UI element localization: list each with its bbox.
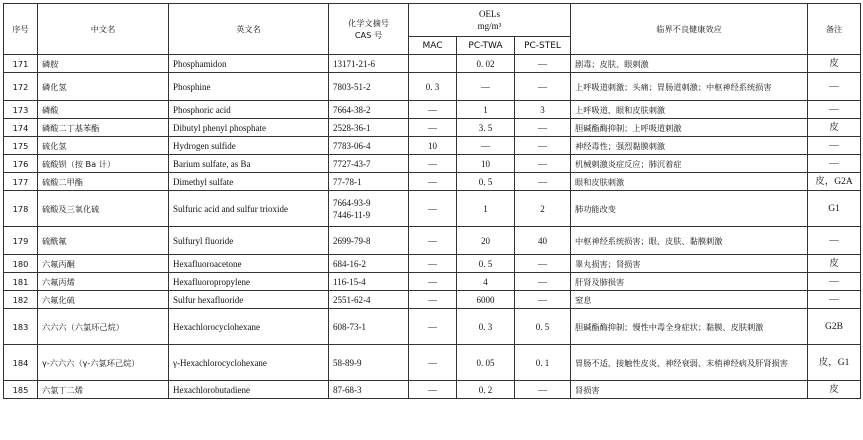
cell-pc-stel: 0. 5 xyxy=(515,309,571,345)
cell-no: 180 xyxy=(4,255,38,273)
cell-pc-twa: 0. 3 xyxy=(457,309,515,345)
header-oels-line1: OELs xyxy=(479,9,501,19)
cas-number: 684-16-2 xyxy=(333,258,366,269)
cell-note: 皮 xyxy=(808,119,861,137)
cell-pc-twa: 0. 5 xyxy=(457,255,515,273)
cell-chinese-name: 六氟化硫 xyxy=(38,291,169,309)
cell-health-effect: 上呼吸道、眼和皮肤刺激 xyxy=(571,101,808,119)
cell-no: 174 xyxy=(4,119,38,137)
cell-mac: 10 xyxy=(409,137,457,155)
cell-no: 182 xyxy=(4,291,38,309)
cell-health-effect: 胆碱酯酶抑制；上呼吸道刺激 xyxy=(571,119,808,137)
cell-chinese-name: 磷酸二丁基苯酯 xyxy=(38,119,169,137)
table-row xyxy=(4,101,861,119)
header-english-name: 英文名 xyxy=(169,4,329,55)
cell-note: G1 xyxy=(808,191,861,227)
table-row xyxy=(4,381,861,399)
cas-number: 2551-62-4 xyxy=(333,294,371,305)
cell-pc-twa: 20 xyxy=(457,227,515,255)
cell-pc-stel: — xyxy=(515,155,571,173)
cell-note: 皮 xyxy=(808,55,861,73)
table-body xyxy=(4,55,861,399)
table-row xyxy=(4,173,861,191)
header-note: 备注 xyxy=(808,4,861,55)
cell-cas xyxy=(329,55,409,73)
header-cas-line1: 化学文摘号 xyxy=(348,18,389,28)
cell-pc-stel: — xyxy=(515,119,571,137)
cas-number: 2528-36-1 xyxy=(333,122,371,133)
cell-cas xyxy=(329,273,409,291)
cell-mac: — xyxy=(409,155,457,173)
cell-chinese-name: 六氟丙酮 xyxy=(38,255,169,273)
table-row xyxy=(4,73,861,101)
cell-pc-twa: 4 xyxy=(457,273,515,291)
cell-chinese-name: 磷化氢 xyxy=(38,73,169,101)
oel-table xyxy=(3,3,861,399)
cell-pc-stel: 0. 1 xyxy=(515,345,571,381)
cell-pc-twa: 0. 02 xyxy=(457,55,515,73)
header-pc-twa: PC-TWA xyxy=(457,37,515,55)
cell-cas xyxy=(329,137,409,155)
cell-mac: — xyxy=(409,101,457,119)
table-row xyxy=(4,291,861,309)
cell-pc-twa: 6000 xyxy=(457,291,515,309)
cas-number: 87-68-3 xyxy=(333,384,362,395)
cas-number: 77-78-1 xyxy=(333,176,362,187)
cell-cas xyxy=(329,73,409,101)
cell-health-effect: 肾损害 xyxy=(571,381,808,399)
cell-english-name: Dimethyl sulfate xyxy=(169,173,329,191)
cell-mac xyxy=(409,55,457,73)
cell-no: 175 xyxy=(4,137,38,155)
cell-pc-stel: — xyxy=(515,173,571,191)
header-oels-unit: mg/m³ xyxy=(477,21,502,31)
cell-no: 177 xyxy=(4,173,38,191)
cas-number: 7664-38-2 xyxy=(333,104,371,115)
cell-chinese-name: 硫化氢 xyxy=(38,137,169,155)
cell-pc-twa: 1 xyxy=(457,101,515,119)
cell-pc-twa: 0. 2 xyxy=(457,381,515,399)
cell-pc-stel: 2 xyxy=(515,191,571,227)
cell-pc-twa: 3. 5 xyxy=(457,119,515,137)
cell-english-name: Phosphoric acid xyxy=(169,101,329,119)
cell-no: 185 xyxy=(4,381,38,399)
cell-mac: — xyxy=(409,191,457,227)
cell-mac: — xyxy=(409,309,457,345)
cell-english-name: Hexachlorobutadiene xyxy=(169,381,329,399)
cell-chinese-name: 六氯丁二烯 xyxy=(38,381,169,399)
cell-health-effect: 肝肾及肺损害 xyxy=(571,273,808,291)
cell-health-effect: 眼和皮肤刺激 xyxy=(571,173,808,191)
cell-health-effect: 肺功能改变 xyxy=(571,191,808,227)
cell-note: 皮 xyxy=(808,381,861,399)
cell-note: — xyxy=(808,155,861,173)
cell-note: — xyxy=(808,73,861,101)
cell-chinese-name: 硫酸二甲酯 xyxy=(38,173,169,191)
cell-english-name: Dibutyl phenyl phosphate xyxy=(169,119,329,137)
header-chinese-name: 中文名 xyxy=(38,4,169,55)
cell-english-name: Hexafluoroacetone xyxy=(169,255,329,273)
cell-pc-stel: — xyxy=(515,381,571,399)
table-header xyxy=(4,4,861,55)
cell-cas xyxy=(329,155,409,173)
cell-mac: — xyxy=(409,345,457,381)
cell-chinese-name: 硫酸及三氧化硫 xyxy=(38,191,169,227)
cell-chinese-name: 六六六（六氯环己烷） xyxy=(38,309,169,345)
table-row xyxy=(4,227,861,255)
cell-cas xyxy=(329,119,409,137)
header-mac: MAC xyxy=(409,37,457,55)
cell-chinese-name: 磷酸 xyxy=(38,101,169,119)
cell-no: 172 xyxy=(4,73,38,101)
cell-no: 178 xyxy=(4,191,38,227)
cell-english-name: Sulfuryl fluoride xyxy=(169,227,329,255)
cell-mac: 0. 3 xyxy=(409,73,457,101)
cas-number: 7803-51-2 xyxy=(333,81,371,92)
table-row xyxy=(4,255,861,273)
cell-english-name: Hydrogen sulfide xyxy=(169,137,329,155)
cas-number: 608-73-1 xyxy=(333,321,366,332)
cell-note: — xyxy=(808,137,861,155)
cell-pc-twa: 1 xyxy=(457,191,515,227)
header-oels xyxy=(409,4,571,37)
cell-note: 皮，G1 xyxy=(808,345,861,381)
cell-health-effect: 胆碱酯酶抑制；慢性中毒全身症状；黏膜、皮肤刺激 xyxy=(571,309,808,345)
table-row xyxy=(4,191,861,227)
cell-mac: — xyxy=(409,381,457,399)
cell-cas xyxy=(329,101,409,119)
cell-chinese-name: 硫酸钡（按 Ba 计） xyxy=(38,155,169,173)
table-row xyxy=(4,273,861,291)
cell-english-name: Sulfur hexafluoride xyxy=(169,291,329,309)
cell-no: 171 xyxy=(4,55,38,73)
cell-cas xyxy=(329,227,409,255)
cell-health-effect: 窒息 xyxy=(571,291,808,309)
cas-number: 58-89-9 xyxy=(333,357,362,368)
cas-number: 116-15-4 xyxy=(333,276,366,287)
cell-note: 皮，G2A xyxy=(808,173,861,191)
cell-cas xyxy=(329,309,409,345)
cell-pc-stel: — xyxy=(515,255,571,273)
table-row xyxy=(4,345,861,381)
cell-pc-twa: — xyxy=(457,137,515,155)
cell-mac: — xyxy=(409,119,457,137)
cell-mac: — xyxy=(409,255,457,273)
cell-health-effect: 神经毒性；强烈黏膜刺激 xyxy=(571,137,808,155)
cell-mac: — xyxy=(409,173,457,191)
cell-cas xyxy=(329,345,409,381)
cell-pc-twa: 0. 05 xyxy=(457,345,515,381)
table-row xyxy=(4,119,861,137)
cell-chinese-name: 硫酰氟 xyxy=(38,227,169,255)
table-row xyxy=(4,55,861,73)
cell-english-name: Hexafluoropropylene xyxy=(169,273,329,291)
cell-health-effect: 胃肠不适、接触性皮炎、神经衰弱、末梢神经病及肝肾损害 xyxy=(571,345,808,381)
cell-mac: — xyxy=(409,227,457,255)
cell-english-name: Sulfuric acid and sulfur trioxide xyxy=(169,191,329,227)
cell-note: — xyxy=(808,273,861,291)
cell-chinese-name: γ-六六六（γ-六氯环己烷） xyxy=(38,345,169,381)
cell-chinese-name: 六氟丙烯 xyxy=(38,273,169,291)
header-health-effect: 临界不良健康效应 xyxy=(571,4,808,55)
cas-number: 7664-93-9 xyxy=(333,197,371,208)
cell-pc-stel: — xyxy=(515,137,571,155)
cell-mac: — xyxy=(409,273,457,291)
table-row xyxy=(4,309,861,345)
cell-pc-stel: 40 xyxy=(515,227,571,255)
cell-note: — xyxy=(808,291,861,309)
cas-number: 7783-06-4 xyxy=(333,140,371,151)
cell-english-name: Barium sulfate, as Ba xyxy=(169,155,329,173)
cell-english-name: γ-Hexachlorocyclohexane xyxy=(169,345,329,381)
cell-pc-stel: — xyxy=(515,273,571,291)
table-row xyxy=(4,137,861,155)
cell-cas xyxy=(329,173,409,191)
cell-no: 183 xyxy=(4,309,38,345)
cell-health-effect: 中枢神经系统损害；眼、皮肤、黏膜刺激 xyxy=(571,227,808,255)
cell-note: 皮 xyxy=(808,255,861,273)
header-cas xyxy=(329,4,409,55)
cell-pc-stel: 3 xyxy=(515,101,571,119)
cell-pc-stel: — xyxy=(515,55,571,73)
cell-cas xyxy=(329,291,409,309)
cell-english-name: Hexachlorocyclohexane xyxy=(169,309,329,345)
cell-health-effect: 睾丸损害；肾损害 xyxy=(571,255,808,273)
cell-mac: — xyxy=(409,291,457,309)
cell-cas xyxy=(329,191,409,227)
cell-health-effect: 机械刺激炎症反应；肺沉着症 xyxy=(571,155,808,173)
cell-health-effect: 上呼吸道刺激；头痛；胃肠道刺激；中枢神经系统损害 xyxy=(571,73,808,101)
cell-no: 184 xyxy=(4,345,38,381)
cas-number: 7446-11-9 xyxy=(333,209,371,220)
cell-cas xyxy=(329,381,409,399)
cas-number: 13171-21-6 xyxy=(333,58,375,69)
cell-note: — xyxy=(808,101,861,119)
cell-english-name: Phosphine xyxy=(169,73,329,101)
table-row xyxy=(4,155,861,173)
cas-number: 2699-79-8 xyxy=(333,235,371,246)
cell-no: 179 xyxy=(4,227,38,255)
header-no: 序号 xyxy=(4,4,38,55)
cell-pc-stel: — xyxy=(515,291,571,309)
cell-pc-stel: — xyxy=(515,73,571,101)
header-pc-stel: PC-STEL xyxy=(515,37,571,55)
cell-no: 173 xyxy=(4,101,38,119)
cell-no: 181 xyxy=(4,273,38,291)
cas-number: 7727-43-7 xyxy=(333,158,371,169)
cell-pc-twa: — xyxy=(457,73,515,101)
cell-health-effect: 剧毒；皮肤、眼刺激 xyxy=(571,55,808,73)
header-cas-line2: CAS 号 xyxy=(354,30,383,40)
cell-pc-twa: 10 xyxy=(457,155,515,173)
cell-chinese-name: 磷胺 xyxy=(38,55,169,73)
cell-cas xyxy=(329,255,409,273)
cell-english-name: Phosphamidon xyxy=(169,55,329,73)
cell-note: G2B xyxy=(808,309,861,345)
cell-no: 176 xyxy=(4,155,38,173)
cell-pc-twa: 0. 5 xyxy=(457,173,515,191)
cell-note: — xyxy=(808,227,861,255)
